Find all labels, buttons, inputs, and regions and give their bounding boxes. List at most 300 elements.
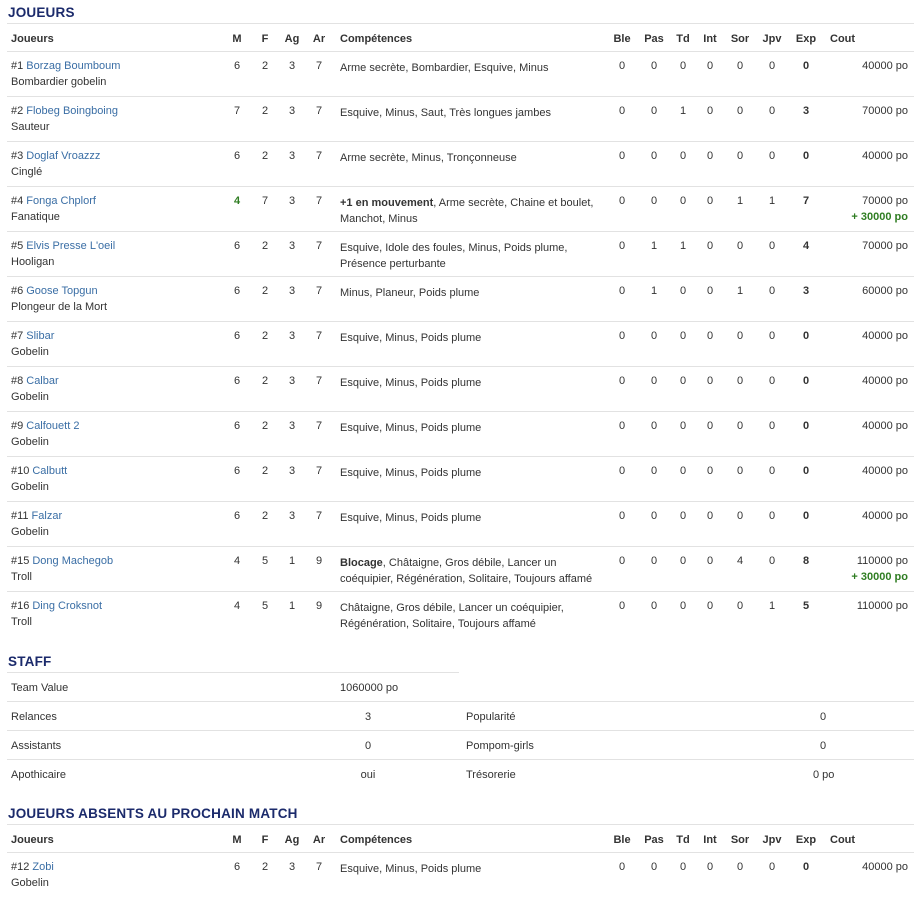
pompom-value: 0 — [819, 740, 827, 752]
player-skills — [340, 330, 602, 346]
header-f: F — [261, 33, 269, 45]
stat-sor: 0 — [736, 150, 744, 162]
player-skills — [340, 195, 602, 227]
stat-int: 0 — [706, 510, 714, 522]
stat-jpv: 0 — [768, 330, 776, 342]
player-skills — [340, 600, 602, 632]
popularite-label: Popularité — [466, 711, 516, 723]
player-cost: 60000 po — [862, 285, 908, 297]
header-td: Td — [676, 834, 690, 846]
stat-jpv: 0 — [768, 240, 776, 252]
stat-pas: 0 — [650, 861, 658, 873]
player-name-link[interactable]: Borzag Boumboum — [26, 60, 121, 72]
stat-exp: 5 — [802, 600, 810, 612]
player-role: Gobelin — [11, 391, 49, 403]
stat-f: 2 — [261, 285, 269, 297]
divider — [7, 701, 914, 702]
stat-int: 0 — [706, 330, 714, 342]
stat-m: 7 — [233, 105, 241, 117]
stat-ag: 3 — [288, 150, 296, 162]
player-number: #8 — [11, 375, 24, 387]
stat-td: 0 — [679, 510, 687, 522]
player-name-link[interactable]: Zobi — [32, 861, 54, 873]
table-row — [0, 412, 922, 457]
stat-sor: 0 — [736, 600, 744, 612]
stat-int: 0 — [706, 105, 714, 117]
player-cost: 40000 po — [862, 420, 908, 432]
skill-list: Arme secrète, Bombardier, Esquive, Minus — [340, 62, 549, 74]
stat-ble: 0 — [618, 555, 626, 567]
stat-ag: 3 — [288, 861, 296, 873]
player-skills — [340, 465, 602, 481]
pompom-label: Pompom-girls — [466, 740, 534, 752]
table-row — [0, 592, 922, 637]
header-competences: Compétences — [340, 834, 413, 846]
player-skills — [340, 420, 602, 436]
header-pas: Pas — [644, 33, 664, 45]
stat-jpv: 0 — [768, 285, 776, 297]
stat-td: 0 — [679, 861, 687, 873]
stat-m: 6 — [233, 330, 241, 342]
player-name-link[interactable]: Calfouett 2 — [26, 420, 80, 432]
stat-int: 0 — [706, 420, 714, 432]
stat-ble: 0 — [618, 240, 626, 252]
player-skills — [340, 60, 602, 76]
skill-list: Esquive, Minus, Poids plume — [340, 863, 482, 875]
stat-ble: 0 — [618, 510, 626, 522]
stat-pas: 1 — [650, 240, 658, 252]
skill-list: Esquive, Minus, Poids plume — [340, 467, 482, 479]
player-cost: 70000 po — [862, 195, 908, 207]
stat-exp: 0 — [802, 510, 810, 522]
stat-ag: 3 — [288, 195, 296, 207]
stat-ag: 3 — [288, 510, 296, 522]
players-table-header — [0, 23, 922, 51]
stat-pas: 0 — [650, 420, 658, 432]
player-number: #15 — [11, 555, 30, 567]
divider — [7, 672, 459, 673]
stat-ble: 0 — [618, 60, 626, 72]
apothicaire-label: Apothicaire — [11, 769, 67, 781]
stat-exp: 0 — [802, 150, 810, 162]
player-name-link[interactable]: Flobeg Boingboing — [26, 105, 118, 117]
stat-ble: 0 — [618, 285, 626, 297]
stat-jpv: 1 — [768, 195, 776, 207]
player-number: #2 — [11, 105, 24, 117]
skill-list: Esquive, Minus, Poids plume — [340, 377, 482, 389]
stat-ag: 3 — [288, 105, 296, 117]
stat-sor: 0 — [736, 240, 744, 252]
table-row — [0, 502, 922, 547]
player-number: #12 — [11, 861, 30, 873]
player-role: Troll — [11, 571, 32, 583]
stat-int: 0 — [706, 240, 714, 252]
stat-sor: 0 — [736, 465, 744, 477]
player-cost: 110000 po — [856, 600, 908, 612]
stat-pas: 0 — [650, 105, 658, 117]
stat-ag: 3 — [288, 60, 296, 72]
stat-m: 4 — [233, 195, 241, 207]
stat-ag: 1 — [288, 600, 296, 612]
stat-m: 6 — [233, 465, 241, 477]
absent-section-title: JOUEURS ABSENTS AU PROCHAIN MATCH — [8, 806, 298, 821]
header-int: Int — [703, 834, 717, 846]
players-section-title: JOUEURS — [8, 5, 75, 20]
stat-f: 2 — [261, 420, 269, 432]
stat-exp: 0 — [802, 465, 810, 477]
player-skills — [340, 285, 602, 301]
header-td: Td — [676, 33, 690, 45]
table-row — [0, 187, 922, 232]
stat-ble: 0 — [618, 105, 626, 117]
stat-f: 2 — [261, 240, 269, 252]
stat-sor: 0 — [736, 375, 744, 387]
skill-list: Arme secrète, Minus, Tronçonneuse — [340, 152, 517, 164]
table-row — [0, 97, 922, 142]
stat-f: 2 — [261, 60, 269, 72]
stat-jpv: 0 — [768, 150, 776, 162]
stat-ag: 3 — [288, 285, 296, 297]
absent-table-header — [0, 824, 922, 852]
player-role: Fanatique — [11, 211, 60, 223]
stat-m: 6 — [233, 285, 241, 297]
player-role: Plongeur de la Mort — [11, 301, 107, 313]
table-row — [0, 853, 922, 898]
stat-f: 2 — [261, 861, 269, 873]
stat-td: 0 — [679, 195, 687, 207]
stat-sor: 1 — [736, 285, 744, 297]
skill-list: Esquive, Minus, Poids plume — [340, 332, 482, 344]
player-number: #7 — [11, 330, 24, 342]
player-cost: 70000 po — [862, 105, 908, 117]
tresorerie-label: Trésorerie — [466, 769, 516, 781]
stat-int: 0 — [706, 60, 714, 72]
table-row — [0, 367, 922, 412]
stat-m: 4 — [233, 600, 241, 612]
table-row — [0, 52, 922, 97]
header-ble: Ble — [613, 33, 631, 45]
stat-pas: 0 — [650, 375, 658, 387]
player-name-link[interactable]: Calbar — [26, 375, 59, 387]
player-cost: 40000 po — [862, 60, 908, 72]
divider — [7, 730, 914, 731]
stat-pas: 0 — [650, 555, 658, 567]
table-row — [0, 457, 922, 502]
header-joueurs: Joueurs — [11, 33, 54, 45]
stat-pas: 0 — [650, 465, 658, 477]
player-number: #4 — [11, 195, 24, 207]
player-skills — [340, 240, 602, 272]
stat-m: 6 — [233, 240, 241, 252]
stat-exp: 8 — [802, 555, 810, 567]
stat-ar: 9 — [315, 600, 323, 612]
stat-f: 2 — [261, 105, 269, 117]
table-row — [0, 277, 922, 322]
stat-sor: 0 — [736, 60, 744, 72]
stat-ar: 7 — [315, 465, 323, 477]
stat-exp: 0 — [802, 375, 810, 387]
player-name-link[interactable]: Ding Croksnot — [32, 600, 103, 612]
player-number: #16 — [11, 600, 30, 612]
stat-ar: 7 — [315, 240, 323, 252]
header-competences: Compétences — [340, 33, 413, 45]
skill-list: Esquive, Minus, Saut, Très longues jambes — [340, 107, 551, 119]
player-cost: 40000 po — [862, 465, 908, 477]
stat-pas: 0 — [650, 600, 658, 612]
player-number: #9 — [11, 420, 24, 432]
player-number: #5 — [11, 240, 24, 252]
stat-ar: 7 — [315, 105, 323, 117]
stat-ar: 7 — [315, 861, 323, 873]
stat-sor: 0 — [736, 330, 744, 342]
header-pas: Pas — [644, 834, 664, 846]
stat-ar: 9 — [315, 555, 323, 567]
stat-m: 6 — [233, 150, 241, 162]
stat-sor: 1 — [736, 195, 744, 207]
stat-exp: 0 — [802, 861, 810, 873]
player-role: Cinglé — [11, 166, 43, 178]
header-ar: Ar — [312, 834, 326, 846]
header-jpv: Jpv — [762, 33, 782, 45]
header-exp: Exp — [795, 834, 817, 846]
stat-sor: 0 — [736, 861, 744, 873]
player-role: Gobelin — [11, 346, 49, 358]
header-ar: Ar — [312, 33, 326, 45]
stat-sor: 0 — [736, 510, 744, 522]
stat-int: 0 — [706, 375, 714, 387]
player-role: Bombardier gobelin — [11, 76, 107, 88]
stat-jpv: 0 — [768, 420, 776, 432]
stat-ar: 7 — [315, 330, 323, 342]
header-sor: Sor — [730, 834, 750, 846]
stat-sor: 4 — [736, 555, 744, 567]
stat-f: 2 — [261, 330, 269, 342]
stat-td: 0 — [679, 555, 687, 567]
player-cost: 40000 po — [862, 150, 908, 162]
player-role: Gobelin — [11, 526, 49, 538]
header-sor: Sor — [730, 33, 750, 45]
stat-jpv: 0 — [768, 465, 776, 477]
stat-td: 0 — [679, 285, 687, 297]
player-name-link[interactable]: Fonga Chplorf — [26, 195, 96, 207]
skill-list: Châtaigne, Gros débile, Lancer un coéquipier, Régénération, Solitaire, Toujours affamé — [340, 602, 564, 630]
table-row — [0, 232, 922, 277]
header-ble: Ble — [613, 834, 631, 846]
stat-m: 6 — [233, 510, 241, 522]
stat-ble: 0 — [618, 375, 626, 387]
stat-ag: 3 — [288, 375, 296, 387]
relances-value: 3 — [364, 711, 372, 723]
skill-list: Esquive, Minus, Poids plume — [340, 512, 482, 524]
player-name-link[interactable]: Falzar — [31, 510, 63, 522]
table-row — [0, 142, 922, 187]
stat-pas: 0 — [650, 330, 658, 342]
stat-exp: 4 — [802, 240, 810, 252]
stat-ble: 0 — [618, 465, 626, 477]
header-ag: Ag — [284, 834, 300, 846]
stat-ar: 7 — [315, 60, 323, 72]
player-role: Troll — [11, 616, 32, 628]
player-skills — [340, 375, 602, 391]
stat-pas: 1 — [650, 285, 658, 297]
header-jpv: Jpv — [762, 834, 782, 846]
stat-pas: 0 — [650, 60, 658, 72]
player-role: Sauteur — [11, 121, 50, 133]
tresorerie-value: 0 po — [813, 769, 835, 781]
skill-improvement: +1 en mouvement — [340, 197, 434, 209]
stat-td: 0 — [679, 330, 687, 342]
stat-jpv: 0 — [768, 555, 776, 567]
player-number: #3 — [11, 150, 24, 162]
stat-f: 2 — [261, 375, 269, 387]
header-exp: Exp — [795, 33, 817, 45]
stat-f: 7 — [261, 195, 269, 207]
stat-ar: 7 — [315, 150, 323, 162]
player-cost: 40000 po — [862, 861, 908, 873]
stat-exp: 0 — [802, 60, 810, 72]
player-name-link[interactable]: Elvis Presse L'oeil — [26, 240, 116, 252]
player-cost-bonus: + 30000 po — [851, 211, 908, 223]
header-joueurs: Joueurs — [11, 834, 54, 846]
stat-td: 0 — [679, 150, 687, 162]
stat-int: 0 — [706, 465, 714, 477]
apothicaire-value: oui — [360, 769, 376, 781]
player-name-link[interactable]: Slibar — [26, 330, 55, 342]
player-number: #6 — [11, 285, 24, 297]
header-cout: Cout — [830, 834, 856, 846]
popularite-value: 0 — [819, 711, 827, 723]
player-role: Gobelin — [11, 481, 49, 493]
team-value-label: Team Value — [11, 682, 69, 694]
divider — [7, 759, 914, 760]
stat-td: 1 — [679, 105, 687, 117]
stat-m: 4 — [233, 555, 241, 567]
stat-sor: 0 — [736, 105, 744, 117]
stat-ag: 1 — [288, 555, 296, 567]
skill-list: Esquive, Minus, Poids plume — [340, 422, 482, 434]
stat-ble: 0 — [618, 600, 626, 612]
player-cost: 40000 po — [862, 510, 908, 522]
stat-m: 6 — [233, 861, 241, 873]
player-skills — [340, 861, 602, 877]
stat-m: 6 — [233, 60, 241, 72]
player-role: Gobelin — [11, 877, 49, 889]
player-cost-bonus: + 30000 po — [851, 571, 908, 583]
skill-list: , Arme secrète, Chaine et boulet, Manchot, Minus — [340, 197, 594, 225]
player-cost: 70000 po — [862, 240, 908, 252]
stat-exp: 0 — [802, 330, 810, 342]
player-cost: 40000 po — [862, 330, 908, 342]
stat-jpv: 0 — [768, 861, 776, 873]
player-name-link[interactable]: Dong Machegob — [32, 555, 114, 567]
relances-label: Relances — [11, 711, 57, 723]
player-name-link[interactable]: Doglaf Vroazzz — [26, 150, 101, 162]
player-skills — [340, 150, 602, 166]
player-skills — [340, 105, 602, 121]
stat-ar: 7 — [315, 195, 323, 207]
player-cost: 40000 po — [862, 375, 908, 387]
stat-jpv: 0 — [768, 510, 776, 522]
player-number: #10 — [11, 465, 30, 477]
header-m: M — [232, 33, 242, 45]
assistants-value: 0 — [364, 740, 372, 752]
stat-exp: 0 — [802, 420, 810, 432]
player-skills — [340, 555, 602, 587]
stat-ag: 3 — [288, 465, 296, 477]
header-cout: Cout — [830, 33, 856, 45]
team-value: 1060000 po — [340, 682, 399, 694]
stat-f: 2 — [261, 150, 269, 162]
stat-int: 0 — [706, 195, 714, 207]
stat-int: 0 — [706, 555, 714, 567]
player-number: #11 — [11, 510, 29, 522]
stat-ar: 7 — [315, 510, 323, 522]
stat-int: 0 — [706, 150, 714, 162]
player-cost: 110000 po — [856, 555, 908, 567]
header-f: F — [261, 834, 269, 846]
stat-jpv: 0 — [768, 105, 776, 117]
skill-list: , Châtaigne, Gros débile, Lancer un coéquipier, Régénération, Solitaire, Toujours affamé — [340, 557, 593, 585]
staff-section-title: STAFF — [8, 654, 52, 669]
stat-ag: 3 — [288, 240, 296, 252]
stat-ble: 0 — [618, 150, 626, 162]
stat-jpv: 0 — [768, 60, 776, 72]
skill-list: Esquive, Idole des foules, Minus, Poids plume, Présence perturbante — [340, 242, 568, 270]
header-ag: Ag — [284, 33, 300, 45]
stat-ag: 3 — [288, 330, 296, 342]
stat-ag: 3 — [288, 420, 296, 432]
stat-ar: 7 — [315, 375, 323, 387]
stat-exp: 3 — [802, 285, 810, 297]
stat-f: 5 — [261, 555, 269, 567]
player-role: Hooligan — [11, 256, 55, 268]
stat-ble: 0 — [618, 330, 626, 342]
stat-f: 2 — [261, 465, 269, 477]
table-row — [0, 322, 922, 367]
stat-td: 1 — [679, 240, 687, 252]
stat-exp: 3 — [802, 105, 810, 117]
stat-int: 0 — [706, 600, 714, 612]
stat-sor: 0 — [736, 420, 744, 432]
stat-jpv: 1 — [768, 600, 776, 612]
player-name-link[interactable]: Goose Topgun — [26, 285, 98, 297]
stat-td: 0 — [679, 600, 687, 612]
player-name-link[interactable]: Calbutt — [32, 465, 68, 477]
skill-list: Minus, Planeur, Poids plume — [340, 287, 480, 299]
stat-m: 6 — [233, 375, 241, 387]
stat-f: 5 — [261, 600, 269, 612]
stat-m: 6 — [233, 420, 241, 432]
stat-td: 0 — [679, 465, 687, 477]
stat-pas: 0 — [650, 195, 658, 207]
player-skills — [340, 510, 602, 526]
stat-td: 0 — [679, 60, 687, 72]
stat-pas: 0 — [650, 150, 658, 162]
table-row — [0, 547, 922, 592]
stat-int: 0 — [706, 861, 714, 873]
header-int: Int — [703, 33, 717, 45]
stat-exp: 7 — [802, 195, 810, 207]
stat-pas: 0 — [650, 510, 658, 522]
stat-int: 0 — [706, 285, 714, 297]
stat-f: 2 — [261, 510, 269, 522]
stat-td: 0 — [679, 375, 687, 387]
stat-ar: 7 — [315, 285, 323, 297]
stat-ble: 0 — [618, 420, 626, 432]
stat-ble: 0 — [618, 861, 626, 873]
player-number: #1 — [11, 60, 24, 72]
header-m: M — [232, 834, 242, 846]
